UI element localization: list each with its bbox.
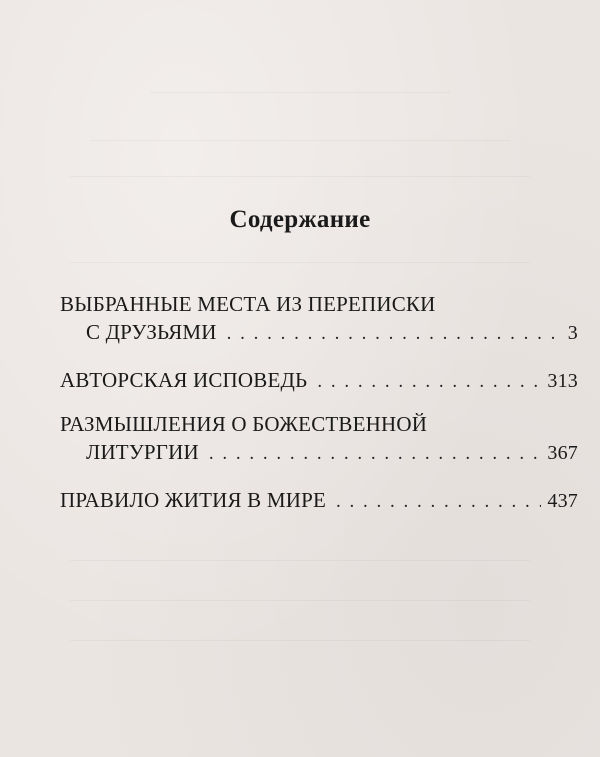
dot-leader bbox=[227, 320, 562, 348]
toc-entry-title: ВЫБРАННЫЕ МЕСТА ИЗ ПЕРЕПИСКИ bbox=[60, 292, 436, 316]
toc-page-number: 3 bbox=[567, 322, 578, 344]
dot-leader bbox=[336, 488, 541, 516]
dot-leader bbox=[209, 440, 542, 468]
dot-leader bbox=[317, 368, 541, 396]
toc-entry-title: АВТОРСКАЯ ИСПОВЕДЬ bbox=[60, 368, 308, 392]
contents-heading: Содержание bbox=[229, 206, 371, 233]
toc-page-number: 437 bbox=[547, 490, 578, 512]
toc-entry[interactable] bbox=[60, 410, 578, 468]
toc-entry[interactable] bbox=[60, 366, 578, 396]
toc-entry-title-cont: ЛИТУРГИИ bbox=[86, 440, 199, 464]
toc-entry-title-cont: С ДРУЗЬЯМИ bbox=[86, 320, 217, 344]
toc-entry[interactable] bbox=[60, 290, 578, 348]
toc-page-number: 367 bbox=[547, 442, 578, 464]
toc-entry-title: ПРАВИЛО ЖИТИЯ В МИРЕ bbox=[60, 488, 326, 512]
toc-entry[interactable] bbox=[60, 486, 578, 516]
toc-page-number: 313 bbox=[547, 370, 578, 392]
toc-entry-title: РАЗМЫШЛЕНИЯ О БОЖЕСТВЕННОЙ bbox=[60, 412, 428, 436]
